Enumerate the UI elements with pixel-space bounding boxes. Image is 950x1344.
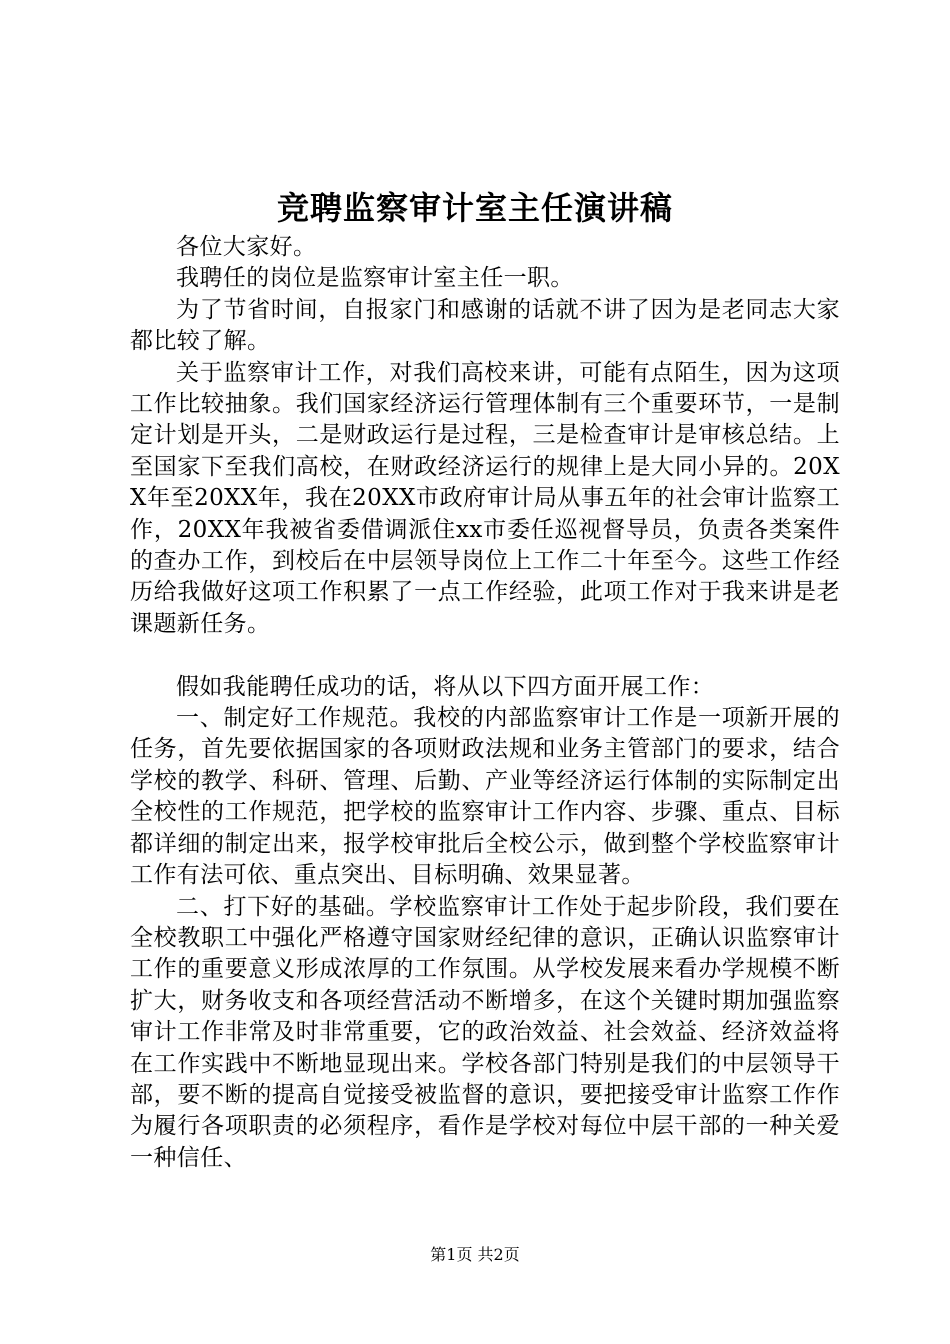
paragraph-background: 关于监察审计工作，对我们高校来讲，可能有点陌生，因为这项工作比较抽象。我们国家经济运行管理体制有三个重要环节，一是制定计划是开头，二是财政运行是过程，三是检查审计是审核总结。上至国家下至我们高校，在财政经济运行的规律上是大同小异的。20XX年至20XX年，我在20XX市政府审计局从事五年的社会审计监察工作，20XX年我被省委借调派住xx市委任巡视督导员，负责各类案件的查办工作，到校后在中层领导岗位上工作二十年至今。这些工作经历给我做好这项工作积累了一点工作经验，此项工作对于我来讲是老课题新任务。 <box>130 359 840 637</box>
paragraph-plan-two: 二、打下好的基础。学校监察审计工作处于起步阶段，我们要在全校教职工中强化严格遵守国家财经纪律的意识，正确认识监察审计工作的重要意义形成浓厚的工作氛围。从学校发展来看办学规模不断扩大，财务收支和各项经营活动不断增多，在这个关键时期加强监察审计工作非常及时非常重要，它的政治效益、社会效益、经济效益将在工作实践中不断地显现出来。学校各部门特别是我们的中层领导干部，要不断的提高自觉接受被监督的意识，要把接受审计监察工作作为履行各项职责的必须程序，看作是学校对每位中层干部的一种关爱一种信任、 <box>130 893 840 1171</box>
paragraph-intro: 为了节省时间，自报家门和感谢的话就不讲了因为是老同志大家都比较了解。 <box>130 296 840 355</box>
document-body <box>130 232 840 1174</box>
paragraph-position: 我聘任的岗位是监察审计室主任一职。 <box>176 265 574 292</box>
page-number-footer: 第1页 共2页 <box>430 1245 520 1264</box>
paragraph-plan-one: 一、制定好工作规范。我校的内部监察审计工作是一项新开展的任务，首先要依据国家的各项财政法规和业务主管部门的要求，结合学校的教学、科研、管理、后勤、产业等经济运行体制的实际制定出全校性的工作规范，把学校的监察审计工作内容、步骤、重点、目标都详细的制定出来，报学校审批后全校公示，做到整个学校监察审计工作有法可依、重点突出、目标明确、效果显著。 <box>130 705 840 889</box>
paragraph-plan-intro: 假如我能聘任成功的话，将从以下四方面开展工作： <box>176 673 715 700</box>
document-title: 竞聘监察审计室主任演讲稿 <box>276 189 673 227</box>
paragraph-greeting: 各位大家好。 <box>176 234 317 260</box>
